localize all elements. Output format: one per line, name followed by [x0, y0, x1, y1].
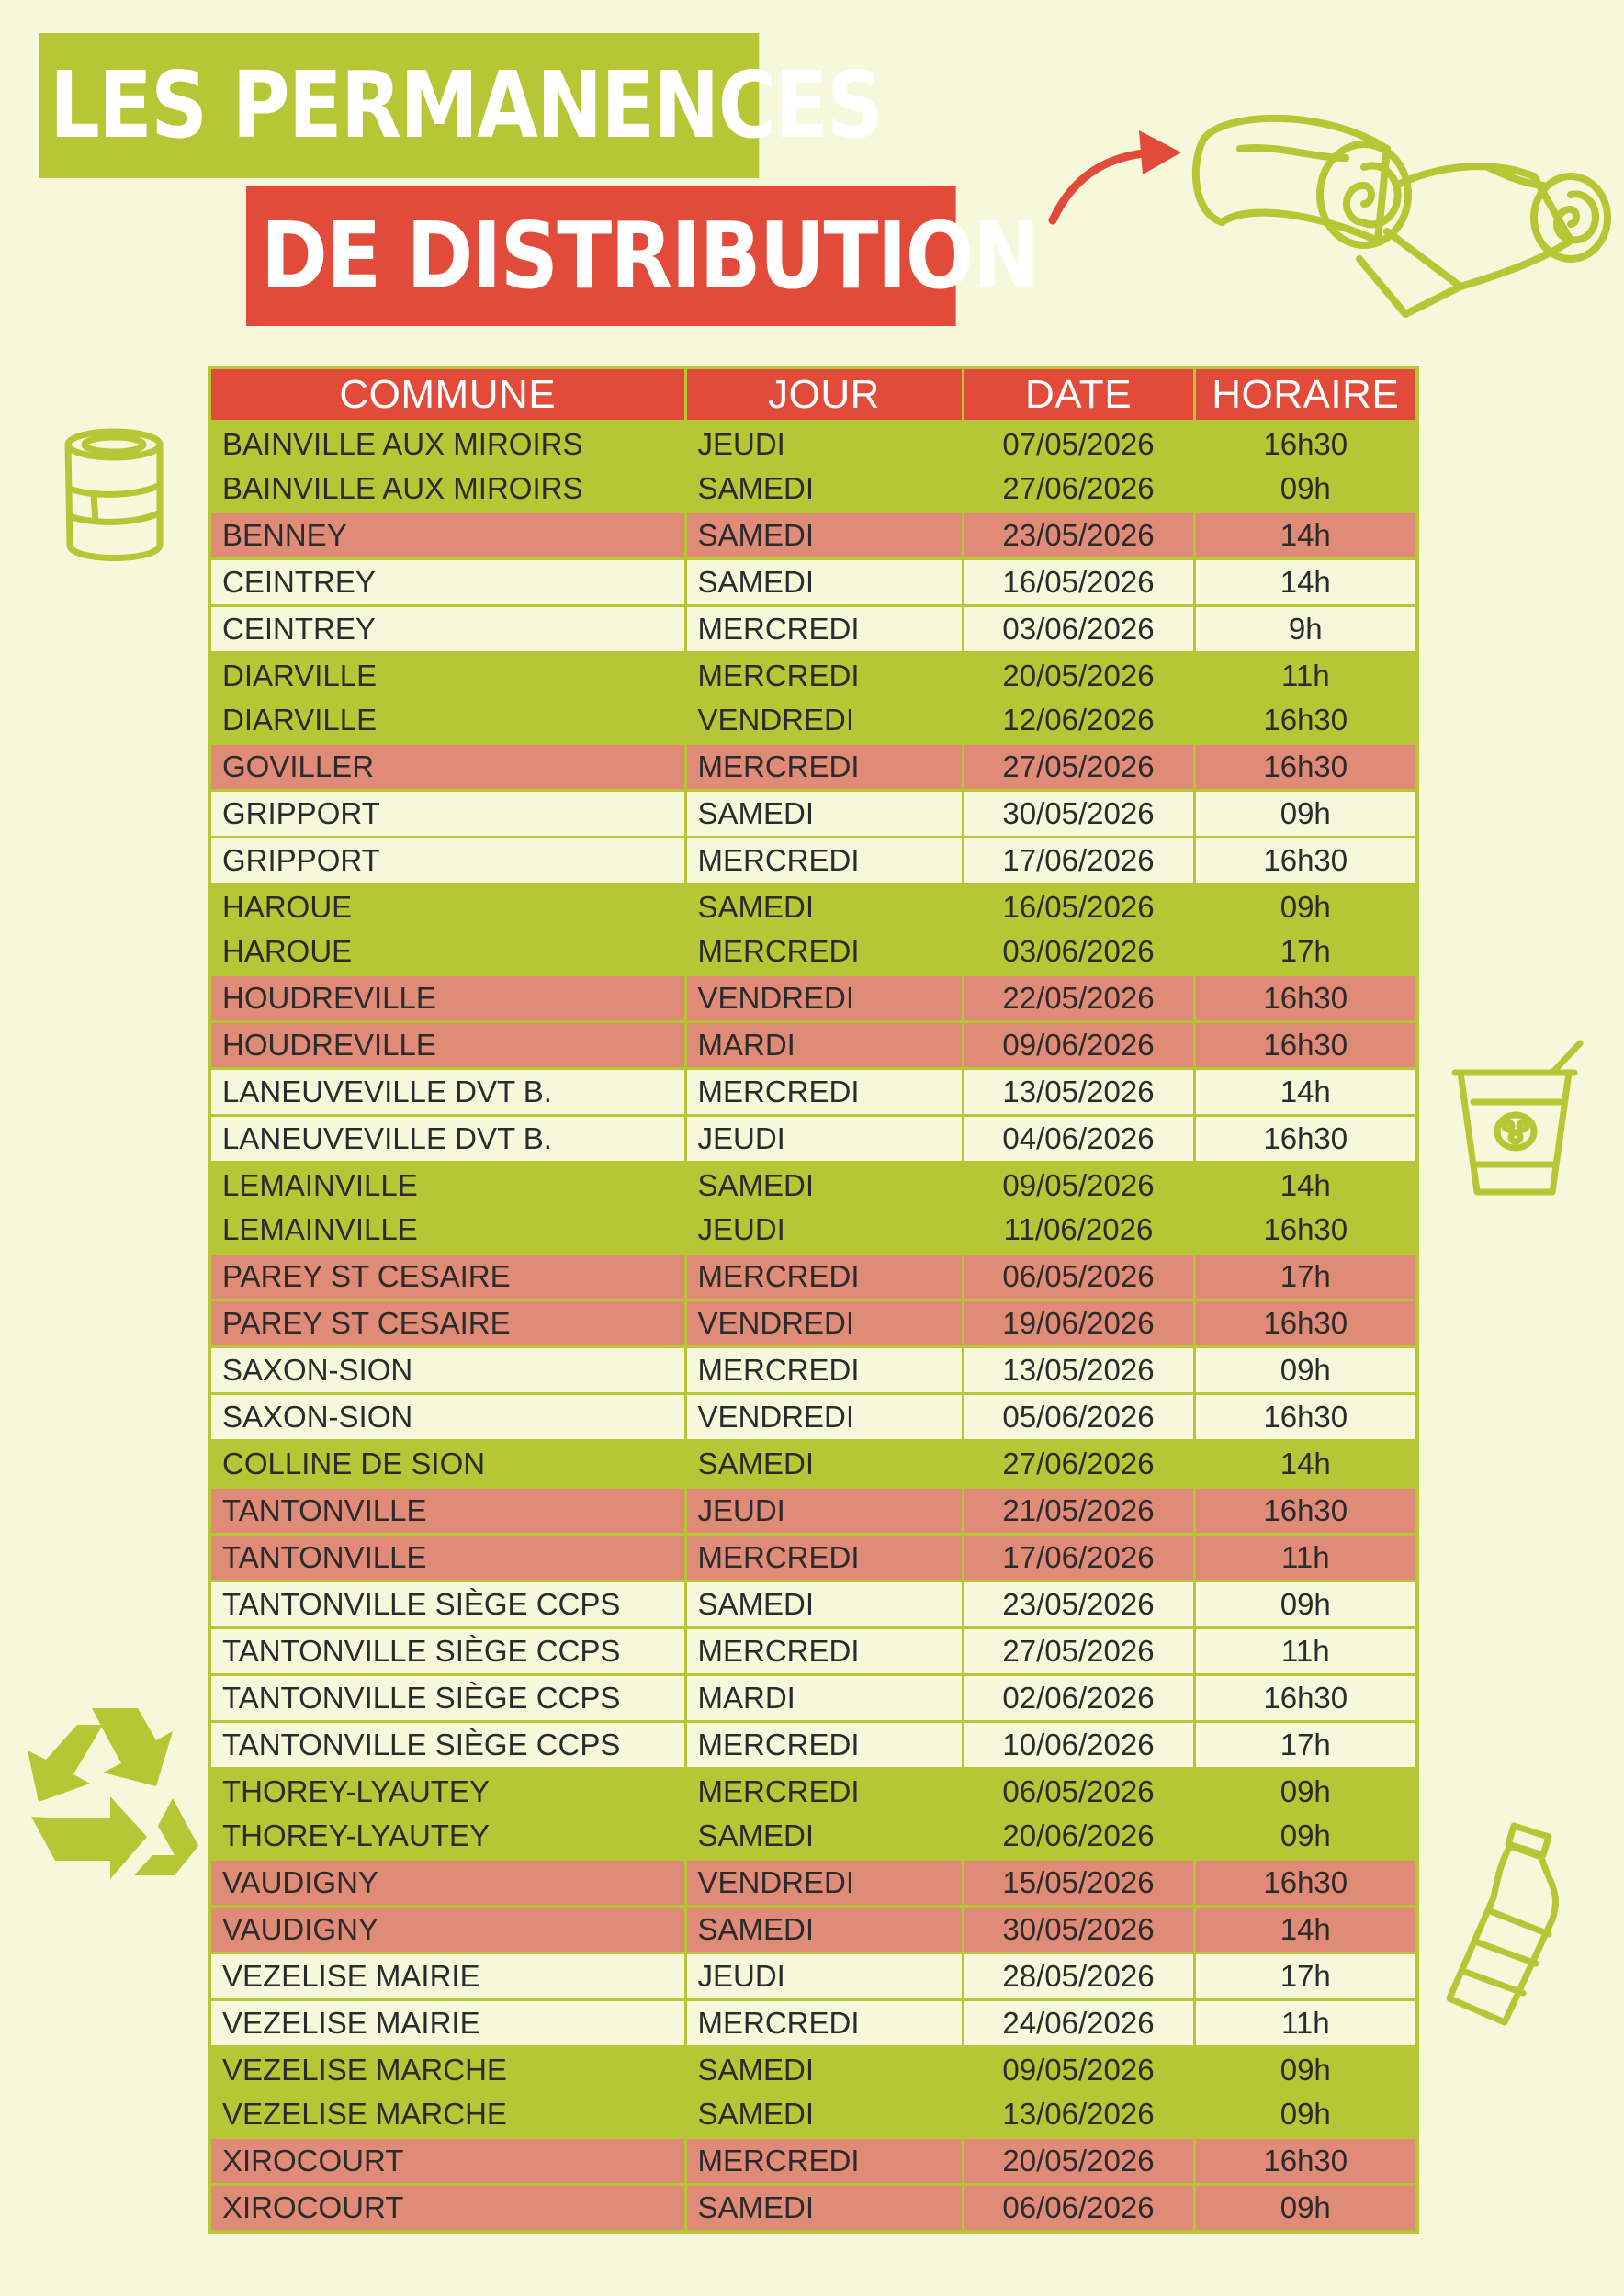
cell-date: 13/05/2026: [963, 1347, 1194, 1394]
cell-jour: MERCREDI: [685, 2138, 963, 2185]
cell-date: 11/06/2026: [963, 1208, 1194, 1254]
cell-date: 20/06/2026: [963, 1814, 1194, 1860]
cell-jour: SAMEDI: [685, 512, 963, 559]
cell-jour: MERCREDI: [685, 2000, 963, 2047]
cell-commune: LEMAINVILLE: [209, 1163, 685, 1209]
table-row: [209, 2047, 1417, 2093]
cell-jour: JEUDI: [685, 422, 963, 467]
table-row: [209, 791, 1417, 838]
cell-date: 09/06/2026: [963, 1022, 1194, 1069]
cell-date: 17/06/2026: [963, 838, 1194, 884]
cell-date: 10/06/2026: [963, 1722, 1194, 1769]
cell-horaire: 14h: [1194, 1441, 1417, 1488]
table-row: [209, 1814, 1417, 1860]
cell-commune: DIARVILLE: [209, 698, 685, 744]
cell-date: 04/06/2026: [963, 1116, 1194, 1163]
cell-jour: MERCREDI: [685, 1769, 963, 1815]
table-row: [209, 2185, 1417, 2233]
cell-date: 28/05/2026: [963, 1953, 1194, 2000]
arrow-icon: [1047, 118, 1185, 228]
cell-jour: MERCREDI: [685, 1628, 963, 1675]
cell-date: 20/05/2026: [963, 653, 1194, 699]
cell-date: 03/06/2026: [963, 929, 1194, 975]
cell-commune: CEINTREY: [209, 606, 685, 653]
cell-horaire: 16h30: [1194, 1208, 1417, 1254]
cell-jour: MERCREDI: [685, 653, 963, 699]
cell-commune: SAXON-SION: [209, 1394, 685, 1441]
table-row: [209, 1441, 1417, 1488]
cell-horaire: 09h: [1194, 791, 1417, 838]
cell-jour: MERCREDI: [685, 744, 963, 791]
cell-jour: JEUDI: [685, 1208, 963, 1254]
cell-jour: SAMEDI: [685, 1581, 963, 1628]
cell-date: 06/05/2026: [963, 1254, 1194, 1300]
cell-horaire: 09h: [1194, 1769, 1417, 1815]
cell-commune: DIARVILLE: [209, 653, 685, 699]
cell-jour: MERCREDI: [685, 606, 963, 653]
cell-commune: VAUDIGNY: [209, 1860, 685, 1907]
cell-date: 22/05/2026: [963, 975, 1194, 1022]
table-row: [209, 1722, 1417, 1769]
table-row: [209, 1907, 1417, 1953]
cell-jour: SAMEDI: [685, 884, 963, 930]
page-title-line-2: DE DISTRIBUTION: [246, 186, 956, 326]
table-row: [209, 2000, 1417, 2047]
cell-horaire: 09h: [1194, 884, 1417, 930]
cell-horaire: 17h: [1194, 929, 1417, 975]
cell-commune: VEZELISE MAIRIE: [209, 1953, 685, 2000]
cell-date: 23/05/2026: [963, 512, 1194, 559]
recycle-icon: [18, 1699, 211, 1883]
table-row: [209, 838, 1417, 884]
cell-commune: BAINVILLE AUX MIROIRS: [209, 467, 685, 512]
table-row: [209, 653, 1417, 699]
table-row: [209, 975, 1417, 1022]
cell-horaire: 14h: [1194, 1907, 1417, 1953]
cell-jour: VENDREDI: [685, 975, 963, 1022]
table-row: [209, 1953, 1417, 2000]
cell-jour: MERCREDI: [685, 1722, 963, 1769]
table-row: [209, 929, 1417, 975]
cell-jour: SAMEDI: [685, 1907, 963, 1953]
cell-horaire: 16h30: [1194, 698, 1417, 744]
cell-jour: VENDREDI: [685, 1394, 963, 1441]
table-row: [209, 1535, 1417, 1581]
cell-horaire: 14h: [1194, 1069, 1417, 1116]
cell-commune: LANEUVEVILLE DVT B.: [209, 1069, 685, 1116]
cell-commune: HOUDREVILLE: [209, 975, 685, 1022]
cell-horaire: 16h30: [1194, 1394, 1417, 1441]
cell-jour: SAMEDI: [685, 2047, 963, 2093]
cell-horaire: 16h30: [1194, 1300, 1417, 1347]
cell-jour: SAMEDI: [685, 559, 963, 606]
yogurt-cup-icon: [1451, 1036, 1589, 1201]
table-row: [209, 2092, 1417, 2138]
cell-horaire: 09h: [1194, 2185, 1417, 2233]
cell-date: 30/05/2026: [963, 1907, 1194, 1953]
cell-commune: VEZELISE MARCHE: [209, 2092, 685, 2138]
cell-commune: GOVILLER: [209, 744, 685, 791]
cell-date: 09/05/2026: [963, 2047, 1194, 2093]
cell-horaire: 09h: [1194, 1347, 1417, 1394]
cell-horaire: 17h: [1194, 1953, 1417, 2000]
cell-jour: SAMEDI: [685, 1814, 963, 1860]
header-commune: COMMUNE: [209, 367, 685, 422]
table-row: [209, 559, 1417, 606]
cell-jour: MERCREDI: [685, 1254, 963, 1300]
cell-date: 27/05/2026: [963, 744, 1194, 791]
cell-date: 15/05/2026: [963, 1860, 1194, 1907]
cell-commune: TANTONVILLE: [209, 1535, 685, 1581]
cell-commune: PAREY ST CESAIRE: [209, 1254, 685, 1300]
bottle-icon: [1424, 1818, 1580, 2030]
header-jour: JOUR: [685, 367, 963, 422]
cell-horaire: 11h: [1194, 2000, 1417, 2047]
cell-date: 02/06/2026: [963, 1675, 1194, 1722]
can-icon: [57, 424, 176, 571]
cell-commune: BAINVILLE AUX MIROIRS: [209, 422, 685, 467]
cell-commune: XIROCOURT: [209, 2138, 685, 2185]
cell-horaire: 09h: [1194, 1581, 1417, 1628]
cell-horaire: 16h30: [1194, 2138, 1417, 2185]
table-row: [209, 698, 1417, 744]
cell-jour: SAMEDI: [685, 2185, 963, 2233]
cell-date: 17/06/2026: [963, 1535, 1194, 1581]
cell-commune: THOREY-LYAUTEY: [209, 1814, 685, 1860]
cell-horaire: 9h: [1194, 606, 1417, 653]
cell-jour: MERCREDI: [685, 1535, 963, 1581]
cell-jour: VENDREDI: [685, 1860, 963, 1907]
table-row: [209, 467, 1417, 512]
cell-jour: JEUDI: [685, 1953, 963, 2000]
cell-date: 13/05/2026: [963, 1069, 1194, 1116]
cell-horaire: 16h30: [1194, 1022, 1417, 1069]
table-row: [209, 422, 1417, 467]
cell-jour: VENDREDI: [685, 1300, 963, 1347]
table-row: [209, 1581, 1417, 1628]
cell-date: 24/06/2026: [963, 2000, 1194, 2047]
table-row: [209, 1116, 1417, 1163]
table-row: [209, 1022, 1417, 1069]
cell-date: 21/05/2026: [963, 1488, 1194, 1535]
cell-commune: TANTONVILLE SIÈGE CCPS: [209, 1675, 685, 1722]
cell-jour: MARDI: [685, 1675, 963, 1722]
cell-commune: HAROUE: [209, 884, 685, 930]
table-row: [209, 512, 1417, 559]
header-date: DATE: [963, 367, 1194, 422]
page-title-line-1: LES PERMANENCES: [39, 33, 759, 178]
cell-date: 07/05/2026: [963, 422, 1194, 467]
table-row: [209, 1628, 1417, 1675]
cell-date: 19/06/2026: [963, 1300, 1194, 1347]
cell-jour: MERCREDI: [685, 838, 963, 884]
cell-horaire: 11h: [1194, 1535, 1417, 1581]
cell-commune: CEINTREY: [209, 559, 685, 606]
cell-jour: SAMEDI: [685, 1163, 963, 1209]
cell-jour: MERCREDI: [685, 929, 963, 975]
table-row: [209, 1394, 1417, 1441]
cell-date: 20/05/2026: [963, 2138, 1194, 2185]
cell-horaire: 16h30: [1194, 1860, 1417, 1907]
cell-jour: MARDI: [685, 1022, 963, 1069]
cell-date: 06/05/2026: [963, 1769, 1194, 1815]
cell-commune: HOUDREVILLE: [209, 1022, 685, 1069]
cell-commune: TANTONVILLE SIÈGE CCPS: [209, 1722, 685, 1769]
cell-jour: SAMEDI: [685, 467, 963, 512]
cell-horaire: 09h: [1194, 2047, 1417, 2093]
cell-date: 30/05/2026: [963, 791, 1194, 838]
cell-jour: SAMEDI: [685, 791, 963, 838]
cell-commune: VEZELISE MAIRIE: [209, 2000, 685, 2047]
cell-date: 03/06/2026: [963, 606, 1194, 653]
table-body: [209, 422, 1417, 2233]
cell-date: 06/06/2026: [963, 2185, 1194, 2233]
cell-commune: HAROUE: [209, 929, 685, 975]
schedule-table: [208, 366, 1419, 2234]
cell-jour: MERCREDI: [685, 1069, 963, 1116]
cell-horaire: 16h30: [1194, 1116, 1417, 1163]
table-row: [209, 1300, 1417, 1347]
table-row: [209, 884, 1417, 930]
trash-bag-rolls-icon: [1185, 103, 1617, 323]
cell-commune: VAUDIGNY: [209, 1907, 685, 1953]
table-row: [209, 1675, 1417, 1722]
table-row: [209, 1860, 1417, 1907]
table-row: [209, 1254, 1417, 1300]
table-row: [209, 1163, 1417, 1209]
cell-horaire: 11h: [1194, 653, 1417, 699]
cell-commune: COLLINE DE SION: [209, 1441, 685, 1488]
cell-horaire: 09h: [1194, 2092, 1417, 2138]
cell-date: 12/06/2026: [963, 698, 1194, 744]
cell-commune: SAXON-SION: [209, 1347, 685, 1394]
cell-horaire: 14h: [1194, 559, 1417, 606]
cell-commune: BENNEY: [209, 512, 685, 559]
cell-commune: VEZELISE MARCHE: [209, 2047, 685, 2093]
cell-commune: GRIPPORT: [209, 791, 685, 838]
cell-date: 09/05/2026: [963, 1163, 1194, 1209]
cell-date: 27/06/2026: [963, 467, 1194, 512]
cell-horaire: 16h30: [1194, 1488, 1417, 1535]
cell-commune: LEMAINVILLE: [209, 1208, 685, 1254]
cell-commune: TANTONVILLE SIÈGE CCPS: [209, 1628, 685, 1675]
cell-date: 23/05/2026: [963, 1581, 1194, 1628]
table-row: [209, 1769, 1417, 1815]
table-row: [209, 1347, 1417, 1394]
cell-horaire: 11h: [1194, 1628, 1417, 1675]
cell-jour: SAMEDI: [685, 2092, 963, 2138]
cell-horaire: 16h30: [1194, 422, 1417, 467]
cell-date: 27/06/2026: [963, 1441, 1194, 1488]
cell-horaire: 09h: [1194, 467, 1417, 512]
cell-horaire: 09h: [1194, 1814, 1417, 1860]
cell-horaire: 17h: [1194, 1722, 1417, 1769]
table-row: [209, 1488, 1417, 1535]
cell-jour: JEUDI: [685, 1488, 963, 1535]
cell-date: 16/05/2026: [963, 884, 1194, 930]
header-horaire: HORAIRE: [1194, 367, 1417, 422]
table-row: [209, 2138, 1417, 2185]
cell-horaire: 16h30: [1194, 1675, 1417, 1722]
cell-horaire: 14h: [1194, 1163, 1417, 1209]
table-header-row: [209, 367, 1417, 422]
cell-horaire: 16h30: [1194, 975, 1417, 1022]
cell-commune: LANEUVEVILLE DVT B.: [209, 1116, 685, 1163]
cell-date: 13/06/2026: [963, 2092, 1194, 2138]
cell-horaire: 16h30: [1194, 744, 1417, 791]
cell-commune: GRIPPORT: [209, 838, 685, 884]
cell-commune: THOREY-LYAUTEY: [209, 1769, 685, 1815]
table-row: [209, 1208, 1417, 1254]
cell-commune: XIROCOURT: [209, 2185, 685, 2233]
cell-horaire: 14h: [1194, 512, 1417, 559]
cell-commune: TANTONVILLE SIÈGE CCPS: [209, 1581, 685, 1628]
table-row: [209, 1069, 1417, 1116]
table-row: [209, 744, 1417, 791]
cell-date: 05/06/2026: [963, 1394, 1194, 1441]
cell-jour: JEUDI: [685, 1116, 963, 1163]
cell-commune: PAREY ST CESAIRE: [209, 1300, 685, 1347]
cell-date: 27/05/2026: [963, 1628, 1194, 1675]
cell-horaire: 16h30: [1194, 838, 1417, 884]
cell-horaire: 17h: [1194, 1254, 1417, 1300]
cell-jour: SAMEDI: [685, 1441, 963, 1488]
cell-jour: VENDREDI: [685, 698, 963, 744]
cell-date: 16/05/2026: [963, 559, 1194, 606]
table-row: [209, 606, 1417, 653]
cell-commune: TANTONVILLE: [209, 1488, 685, 1535]
cell-jour: MERCREDI: [685, 1347, 963, 1394]
